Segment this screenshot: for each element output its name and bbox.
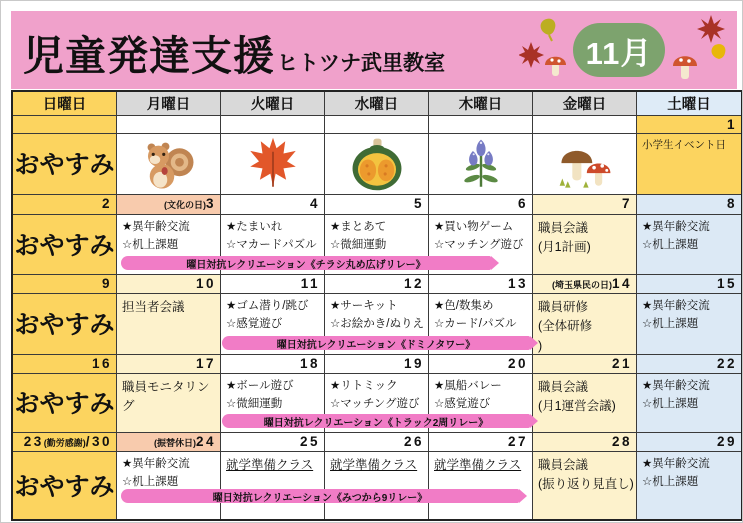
date-cell: 5 — [325, 195, 429, 215]
date-cell: 17 — [117, 355, 221, 374]
maple-leaf-icon — [519, 42, 544, 68]
pumpkin-icon — [348, 135, 406, 193]
activity-cell: ★たまいれ ☆マカードパズル — [221, 215, 325, 275]
date-cell: 20 — [429, 355, 533, 374]
date-cell — [325, 116, 429, 134]
activity-cell: ★異年齢交流 ☆机上課題 — [117, 215, 221, 275]
recreation-banner: 曜日対抗レクリエーション《みつから9リレー》 — [121, 489, 519, 503]
activity-cell — [533, 134, 637, 195]
date-cell: 16 — [13, 355, 117, 374]
month-badge — [519, 13, 731, 87]
date-cell: 4 — [221, 195, 325, 215]
meeting-cell: 職員会議 (月1計画) — [533, 215, 637, 275]
meeting-cell: 職員会議 (振り返り見直し) — [533, 452, 637, 519]
recreation-banner: 曜日対抗レクリエーション《チラシ丸め広げリレー》 — [121, 256, 491, 270]
month-badge-capsule: 11月 — [573, 23, 665, 77]
calendar-grid — [11, 90, 743, 521]
day-header-saturday: 土曜日 — [637, 92, 741, 116]
activity-cell: ★異年齢交流 ☆机上課題 — [117, 452, 221, 519]
date-cell: 7 — [533, 195, 637, 215]
activity-cell: ★リトミック ☆マッチング遊び — [325, 374, 429, 433]
day-header-friday: 金曜日 — [533, 92, 637, 116]
date-cell: 6 — [429, 195, 533, 215]
date-cell — [117, 116, 221, 134]
meeting-cell: 担当者会議 — [117, 294, 221, 355]
mushrooms-icon — [556, 135, 614, 193]
date-cell: 12 — [325, 275, 429, 294]
ginkgo-leaf-icon — [712, 44, 726, 59]
activity-cell: ★ゴム潜り/跳び ☆感覚遊び — [221, 294, 325, 355]
rest-cell: おやすみ — [13, 215, 117, 275]
activity-cell — [325, 134, 429, 195]
day-header-thursday: 木曜日 — [429, 92, 533, 116]
gentian-flower-icon — [455, 135, 507, 193]
date-cell: 21 — [533, 355, 637, 374]
class-cell: 就学準備クラス — [429, 452, 533, 519]
date-cell: 15 — [637, 275, 741, 294]
meeting-cell: 職員会議 (月1運営会議) — [533, 374, 637, 433]
page-title — [23, 23, 445, 82]
day-header-tuesday: 火曜日 — [221, 92, 325, 116]
title-sub: ヒトツナ武里教室 — [277, 52, 445, 75]
date-cell: 19 — [325, 355, 429, 374]
date-cell — [13, 116, 117, 134]
date-cell — [533, 116, 637, 134]
title-main: 児童発達支援 — [23, 33, 275, 79]
activity-cell — [117, 134, 221, 195]
date-cell: 13 — [429, 275, 533, 294]
date-cell: 28 — [533, 433, 637, 452]
activity-cell: ★異年齢交流 ☆机上課題 — [637, 374, 741, 433]
autumn-decor-left — [519, 17, 573, 83]
header-banner — [11, 11, 737, 89]
day-header-monday: 月曜日 — [117, 92, 221, 116]
activity-cell — [429, 134, 533, 195]
date-cell: 22 — [637, 355, 741, 374]
activity-cell: ★異年齢交流 ☆机上課題 — [637, 294, 741, 355]
day-header-sunday: 日曜日 — [13, 92, 117, 116]
recreation-banner: 曜日対抗レクリエーション《ドミノタワー》 — [222, 336, 530, 350]
recreation-banner: 曜日対抗レクリエーション《トラック2周リレー》 — [222, 414, 530, 428]
date-cell: 18 — [221, 355, 325, 374]
date-cell: 1 — [637, 116, 741, 134]
class-cell: 就学準備クラス — [325, 452, 429, 519]
activity-cell: ★買い物ゲーム ☆マッチング遊び — [429, 215, 533, 275]
date-cell: 11 — [221, 275, 325, 294]
activity-cell: ★異年齢交流 ☆机上課題 — [637, 452, 741, 519]
date-cell: 27 — [429, 433, 533, 452]
date-cell-holiday: (埼玉県民の日)14 — [533, 275, 637, 294]
date-cell-holiday: (振替休日)24 — [117, 433, 221, 452]
activity-cell: ★まとあて ☆微細運動 — [325, 215, 429, 275]
date-cell: 26 — [325, 433, 429, 452]
date-cell: 2 — [13, 195, 117, 215]
date-cell-holiday: 23(勤労感謝)/30 — [13, 433, 117, 452]
meeting-cell: 職員研修 (全体研修 ) — [533, 294, 637, 355]
date-cell: 29 — [637, 433, 741, 452]
activity-cell — [221, 134, 325, 195]
date-cell: 10 — [117, 275, 221, 294]
day-header-wednesday: 水曜日 — [325, 92, 429, 116]
ginkgo-leaf-icon — [541, 19, 556, 41]
mushroom-icon — [673, 56, 697, 79]
maple-leaf-icon — [245, 135, 301, 193]
activity-cell: ★ボール遊び ☆微細運動 — [221, 374, 325, 433]
activity-cell: ★風船バレー ☆感覚遊び — [429, 374, 533, 433]
activity-cell: ★色/数集め ☆カード/パズル — [429, 294, 533, 355]
autumn-decor-right — [669, 13, 731, 85]
date-cell: 25 — [221, 433, 325, 452]
rest-cell: おやすみ — [13, 134, 117, 195]
meeting-cell: 職員モニタリング — [117, 374, 221, 433]
squirrel-icon — [141, 135, 197, 193]
class-cell: 就学準備クラス — [221, 452, 325, 519]
event-cell: 小学生イベント日 — [637, 134, 741, 195]
date-cell: 8 — [637, 195, 741, 215]
date-cell: 9 — [13, 275, 117, 294]
rest-cell: おやすみ — [13, 294, 117, 355]
rest-cell: おやすみ — [13, 452, 117, 519]
mushroom-icon — [545, 57, 566, 76]
rest-cell: おやすみ — [13, 374, 117, 433]
activity-cell: ★サーキット ☆お絵かき/ぬりえ — [325, 294, 429, 355]
date-cell — [221, 116, 325, 134]
date-cell — [429, 116, 533, 134]
maple-leaf-icon — [697, 15, 725, 43]
activity-cell: ★異年齢交流 ☆机上課題 — [637, 215, 741, 275]
date-cell-holiday: (文化の日)3 — [117, 195, 221, 215]
